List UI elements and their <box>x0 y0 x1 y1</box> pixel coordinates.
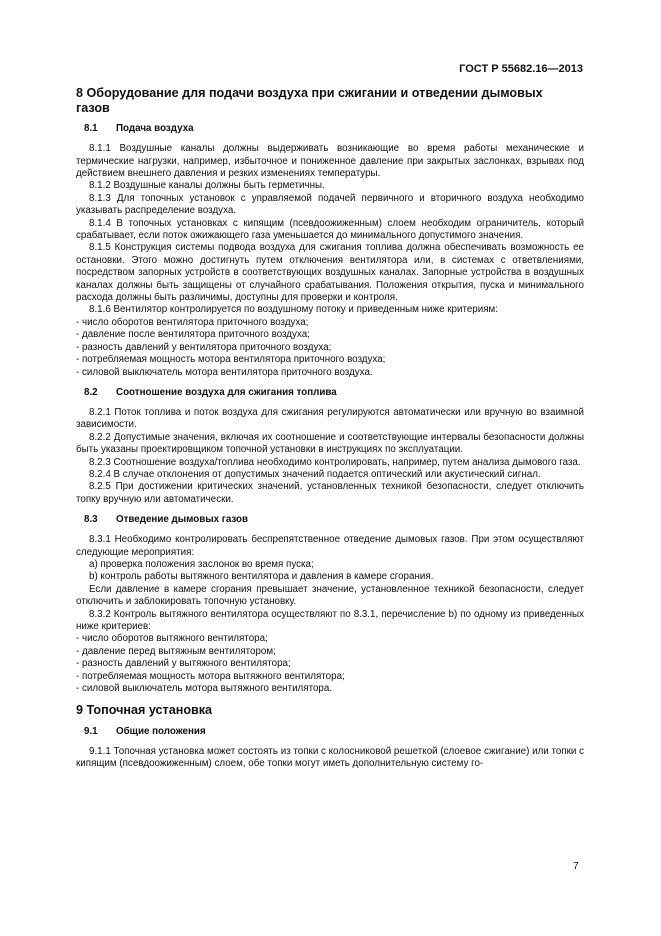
paragraph-8-1-6: 8.1.6 Вентилятор контролируется по воздушному потоку и приведенным ниже критериям: <box>89 304 498 316</box>
paragraph-8-3-1-note: Если давление в камере сгорания превышает значение, установленное техникой безопасности, следует отключить и заблокировать топочную установку. <box>76 583 584 608</box>
page-content <box>76 86 584 771</box>
paragraph-8-3-1: 8.3.1 Необходимо контролировать беспрепятственное отведение дымовых газов. При этом осуществляют следующие мероприятия: <box>76 534 584 558</box>
paragraph-8-2-1: 8.2.1 Поток топлива и поток воздуха для сжигания регулируются автоматически или вручную во взаимной зависимости. <box>76 406 584 431</box>
paragraph-8-1-4: 8.1.4 В топочных установках с кипящим (псевдоожиженным) слоем необходим ограничитель, который срабатывает, если поток ожижающего газа уменьшается до минимального допустимого значения. <box>76 217 584 242</box>
paragraph-8-3-2: 8.3.2 Контроль вытяжного вентилятора осуществляют по 8.3.1, перечисление b) по одному из приведенных ниже критериев: <box>76 608 584 632</box>
paragraph-9-1-1: 9.1.1 Топочная установка может состоять из топки с колосниковой решеткой (слоевое сжигание) или топки с кипящим (псевдоожиженным) слоем, обе топки могут иметь дополнительную систему го- <box>76 746 584 770</box>
subsection-title: Общие положения <box>116 726 206 738</box>
subsection-title: Отведение дымовых газов <box>116 514 249 526</box>
list-item: - разность давлений у вытяжного вентилятора; <box>76 658 291 670</box>
list-item: - потребляемая мощность мотора вытяжного вентилятора; <box>76 670 345 682</box>
page-number: 7 <box>573 860 579 872</box>
paragraph-8-2-4: 8.2.4 В случае отклонения от допустимых значений подается оптический или акустический сигнал. <box>89 468 541 480</box>
list-item: - число оборотов вытяжного вентилятора; <box>76 633 268 645</box>
subsection-8-1-heading <box>76 123 584 135</box>
section-9-heading: 9 Топочная установка <box>76 703 213 718</box>
paragraph-8-2-5: 8.2.5 При достижении критических значений, установленных техникой безопасности, следует отключить топку вручную или автоматически. <box>76 481 584 505</box>
section-8-title-line1: 8 Оборудование для подачи воздуха при сжигании и отведении дымовых <box>76 86 543 100</box>
standard-designation: ГОСТ Р 55682.16—2013 <box>459 63 583 75</box>
paragraph-8-1-2: 8.1.2 Воздушные каналы должны быть герметичны. <box>89 180 325 192</box>
subsection-number: 8.2 <box>84 386 98 398</box>
paragraph-8-1-1: 8.1.1 Воздушные каналы должны выдерживать возникающие во время работы механические и термические нагрузки, например, избыточное и пониженное давление при закрытых заслонках, взрывах под действием внешнего давления и резких изменениях температуры. <box>76 143 584 179</box>
subsection-9-1-heading <box>76 726 584 738</box>
list-item: - давление после вентилятора приточного воздуха; <box>76 329 310 341</box>
list-item: - число оборотов вентилятора приточного воздуха; <box>76 316 309 328</box>
list-item-a: а) проверка положения заслонок во время пуска; <box>89 558 314 570</box>
paragraph-8-1-3: 8.1.3 Для топочных установок с управляемой подачей первичного и вторичного воздуха необходимо указывать распределение воздуха. <box>76 192 584 217</box>
section-8-heading <box>76 86 584 115</box>
subsection-title: Подача воздуха <box>116 123 194 135</box>
list-item: - силовой выключатель мотора вытяжного вентилятора. <box>76 683 333 695</box>
subsection-8-3-heading <box>76 514 584 526</box>
paragraph-8-2-3: 8.2.3 Соотношение воздуха/топлива необходимо контролировать, например, путем анализа дымового газа. <box>89 456 581 468</box>
subsection-number: 8.3 <box>84 514 98 526</box>
list-item: - потребляемая мощность мотора вентилятора приточного воздуха; <box>76 354 386 366</box>
subsection-8-2-heading <box>76 387 584 399</box>
subsection-number: 9.1 <box>84 726 98 738</box>
subsection-number: 8.1 <box>84 123 98 135</box>
paragraph-8-1-5: 8.1.5 Конструкция системы подвода воздуха для сжигания топлива должна обеспечивать возможность ее остановки. Этого можно достигнуть путем отключения вентилятора или, в системах с ответвлениями, посредством запорных устройств в соответствующих воздушных каналах. Запорные устройства в воздушных каналах должны быть защищены от случайного срабатывания. Положения открытия, пуска и минимального расхода должны быть различимы, доступны для проверки и контроля. <box>76 242 584 304</box>
subsection-title: Соотношение воздуха для сжигания топлива <box>116 386 337 398</box>
list-item: - давление перед вытяжным вентилятором; <box>76 645 276 657</box>
list-item: - силовой выключатель мотора вентилятора приточного воздуха. <box>76 366 373 378</box>
section-8-title-line2: газов <box>76 100 110 115</box>
list-item-b: b) контроль работы вытяжного вентилятора и давления в камере сгорания. <box>89 571 434 583</box>
list-item: - разность давлений у вентилятора приточного воздуха; <box>76 341 332 353</box>
paragraph-8-2-2: 8.2.2 Допустимые значения, включая их соотношение и соответствующие интервалы безопасности должны быть указаны проектировщиком топочной установки в инструкциях по эксплуатации. <box>76 431 584 456</box>
